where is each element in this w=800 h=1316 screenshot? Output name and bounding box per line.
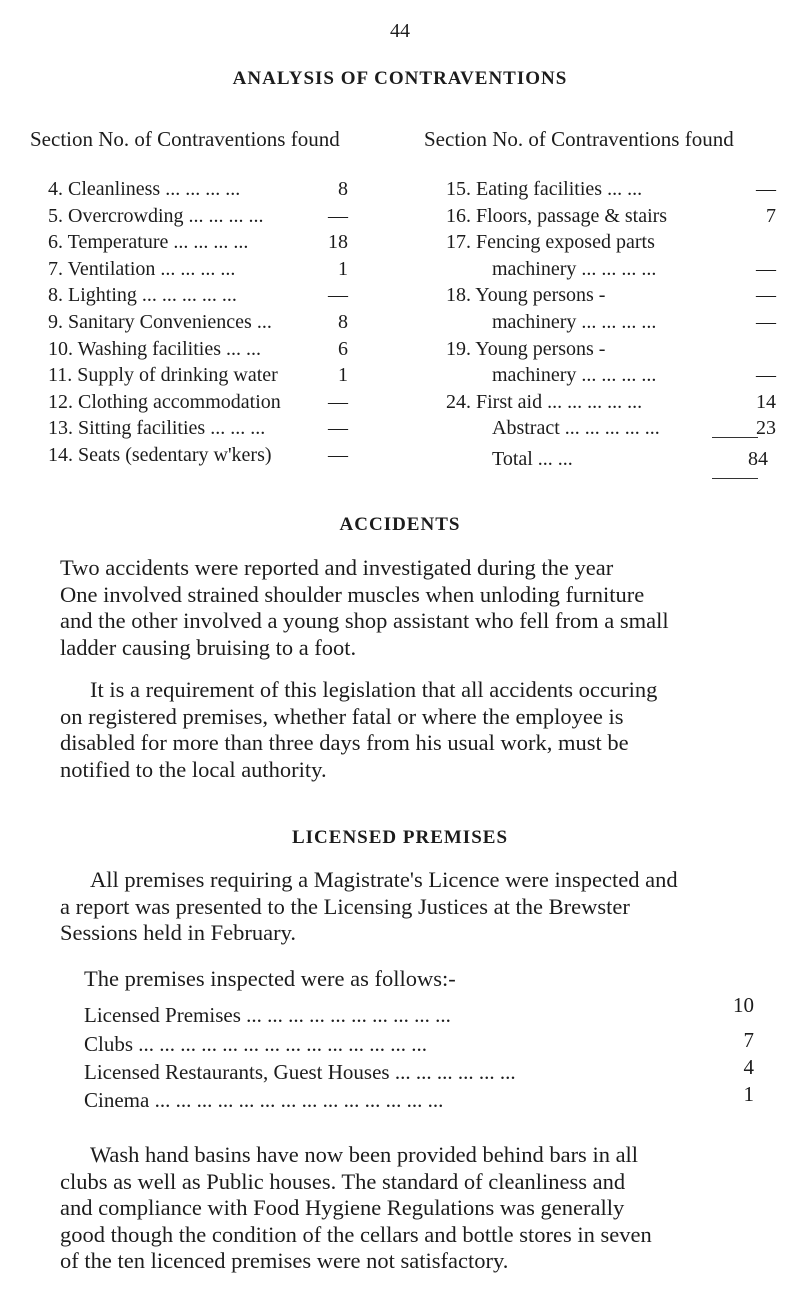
- page-title: ANALYSIS OF CONTRAVENTIONS: [232, 68, 568, 89]
- text-line: The premises inspected were as follows:-: [84, 966, 456, 991]
- contravention-label: 15. Eating facilities ... ...: [446, 178, 643, 200]
- premises-item-licensed-premises: [84, 993, 754, 1029]
- text-line: good though the condition of the cellars and bottle stores in seven: [60, 1221, 652, 1247]
- licensed-paragraph-2: [60, 1142, 750, 1275]
- contravention-label: 9. Sanitary Conveniences ...: [48, 311, 272, 333]
- contravention-row: [48, 336, 348, 362]
- contravention-count: —: [756, 311, 776, 333]
- left-column-header: Section No. of Contraventions found: [30, 127, 340, 151]
- contravention-count: 1: [338, 257, 348, 280]
- contravention-row: [48, 442, 348, 468]
- premises-item-cinema: [84, 1082, 754, 1114]
- text-line: of the ten licenced premises were not satisfactory.: [60, 1248, 509, 1273]
- contravention-label: 19. Young persons -: [446, 337, 606, 360]
- contravention-row: [446, 389, 776, 415]
- text-line: ladder causing bruising to a foot.: [60, 634, 357, 660]
- contravention-count: —: [756, 257, 776, 280]
- item-value: 7: [743, 1028, 754, 1052]
- licensed-paragraph-1: [60, 867, 750, 947]
- contravention-row: [48, 389, 348, 415]
- total-label: Total ... ...: [492, 448, 573, 470]
- contravention-row: [446, 336, 776, 362]
- contravention-label: 10. Washing facilities ... ...: [48, 337, 261, 360]
- contravention-row: [48, 415, 348, 441]
- contravention-label: 16. Floors, passage & stairs: [446, 204, 668, 227]
- contravention-label: 8. Lighting ... ... ... ... ...: [48, 284, 237, 307]
- contravention-label: 24. First aid ... ... ... ... ...: [446, 390, 643, 413]
- text-line: a report was presented to the Licensing Justices at the Brewster: [60, 893, 630, 919]
- contravention-row: [446, 203, 776, 229]
- text-line: disabled for more than three days from his usual work, must be: [60, 730, 629, 755]
- contravention-label: 7. Ventilation ... ... ... ...: [48, 257, 236, 280]
- contravention-count: 7: [766, 204, 776, 227]
- item-label: Clubs ... ... ... ... ... ... ... ... ... ... ... ... ... ...: [84, 1032, 428, 1056]
- item-value: 10: [733, 993, 754, 1017]
- contravention-count: 8: [338, 311, 348, 333]
- contravention-row: [48, 176, 348, 202]
- text-line: Sessions held in February.: [60, 920, 297, 945]
- contravention-label: 4. Cleanliness ... ... ... ...: [48, 178, 241, 200]
- total-row: [492, 446, 768, 472]
- premises-item-restaurants: [84, 1055, 754, 1086]
- contravention-count: —: [328, 417, 348, 440]
- contravention-label: 14. Seats (sedentary w'kers): [48, 444, 272, 466]
- page-number: 44: [390, 20, 410, 42]
- contravention-count: —: [328, 444, 348, 466]
- contravention-label: 18. Young persons -: [446, 284, 606, 307]
- licensed-premises-heading: LICENSED PREMISES: [291, 827, 509, 848]
- premises-item-clubs: [84, 1028, 754, 1058]
- contravention-count: —: [328, 204, 348, 227]
- contravention-row: [48, 282, 348, 308]
- premises-intro: [84, 966, 774, 993]
- text-line: All premises requiring a Magistrate's Licence were inspected and: [90, 867, 678, 892]
- item-label: Cinema ... ... ... ... ... ... ... ... ... ... ... ... ... ...: [84, 1088, 444, 1112]
- item-label: Licensed Restaurants, Guest Houses ... ... ... ... ... ...: [84, 1060, 516, 1084]
- text-line: clubs as well as Public houses. The standard of cleanliness and: [60, 1168, 626, 1194]
- contravention-label: 6. Temperature ... ... ... ...: [48, 231, 249, 254]
- text-line: and the other involved a young shop assistant who fell from a small: [60, 608, 669, 633]
- contravention-label: Abstract ... ... ... ... ...: [492, 417, 660, 440]
- text-line: It is a requirement of this legislation that all accidents occuring: [90, 677, 658, 702]
- item-value: 4: [743, 1055, 754, 1079]
- contravention-row: [446, 309, 776, 335]
- contravention-row: [48, 203, 348, 229]
- contravention-label: machinery ... ... ... ...: [492, 311, 657, 333]
- contravention-row: [48, 309, 348, 335]
- contravention-count: 23: [756, 417, 776, 440]
- accidents-paragraph-2: [60, 677, 750, 783]
- contravention-label: 17. Fencing exposed parts: [446, 231, 655, 254]
- text-line: Wash hand basins have now been provided behind bars in all: [90, 1142, 639, 1167]
- text-line: notified to the local authority.: [60, 756, 327, 782]
- text-line: on registered premises, whether fatal or where the employee is: [60, 703, 624, 729]
- total-rule-bottom: [712, 478, 758, 479]
- contravention-count: —: [756, 364, 776, 387]
- total-value: 84: [748, 448, 768, 470]
- contravention-count: 18: [328, 231, 348, 254]
- contravention-row: [446, 229, 776, 255]
- contravention-label: 13. Sitting facilities ... ... ...: [48, 417, 266, 440]
- contravention-label: machinery ... ... ... ...: [492, 364, 657, 387]
- contravention-row: [48, 362, 348, 388]
- accidents-paragraph-1: [60, 555, 750, 661]
- contravention-row: [446, 256, 776, 282]
- contravention-count: —: [328, 284, 348, 307]
- contravention-count: —: [328, 390, 348, 413]
- contravention-row: [48, 229, 348, 255]
- contravention-count: 14: [756, 390, 776, 413]
- total-rule-top: [712, 437, 758, 438]
- contravention-count: 1: [338, 364, 348, 387]
- contravention-label: 12. Clothing accommodation: [48, 390, 281, 413]
- contravention-label: machinery ... ... ... ...: [492, 257, 657, 280]
- accidents-heading: ACCIDENTS: [339, 514, 461, 535]
- right-column-header: Section No. of Contraventions found: [424, 127, 734, 151]
- contravention-count: 6: [338, 337, 348, 360]
- contravention-count: —: [756, 178, 776, 200]
- contravention-label: 11. Supply of drinking water: [48, 364, 278, 387]
- item-label: Licensed Premises ... ... ... ... ... ... ... ... ... ...: [84, 1003, 451, 1027]
- contravention-count: —: [756, 284, 776, 307]
- text-line: and compliance with Food Hygiene Regulations was generally: [60, 1195, 625, 1220]
- contravention-row: [446, 282, 776, 308]
- text-line: Two accidents were reported and investigated during the year: [60, 555, 614, 580]
- text-line: One involved strained shoulder muscles when unloding furniture: [60, 581, 645, 607]
- contravention-row: [48, 256, 348, 282]
- item-value: 1: [743, 1082, 754, 1106]
- contravention-label: 5. Overcrowding ... ... ... ...: [48, 204, 264, 227]
- contravention-row: [446, 176, 776, 202]
- contravention-count: 8: [338, 178, 348, 200]
- contravention-row: [446, 362, 776, 388]
